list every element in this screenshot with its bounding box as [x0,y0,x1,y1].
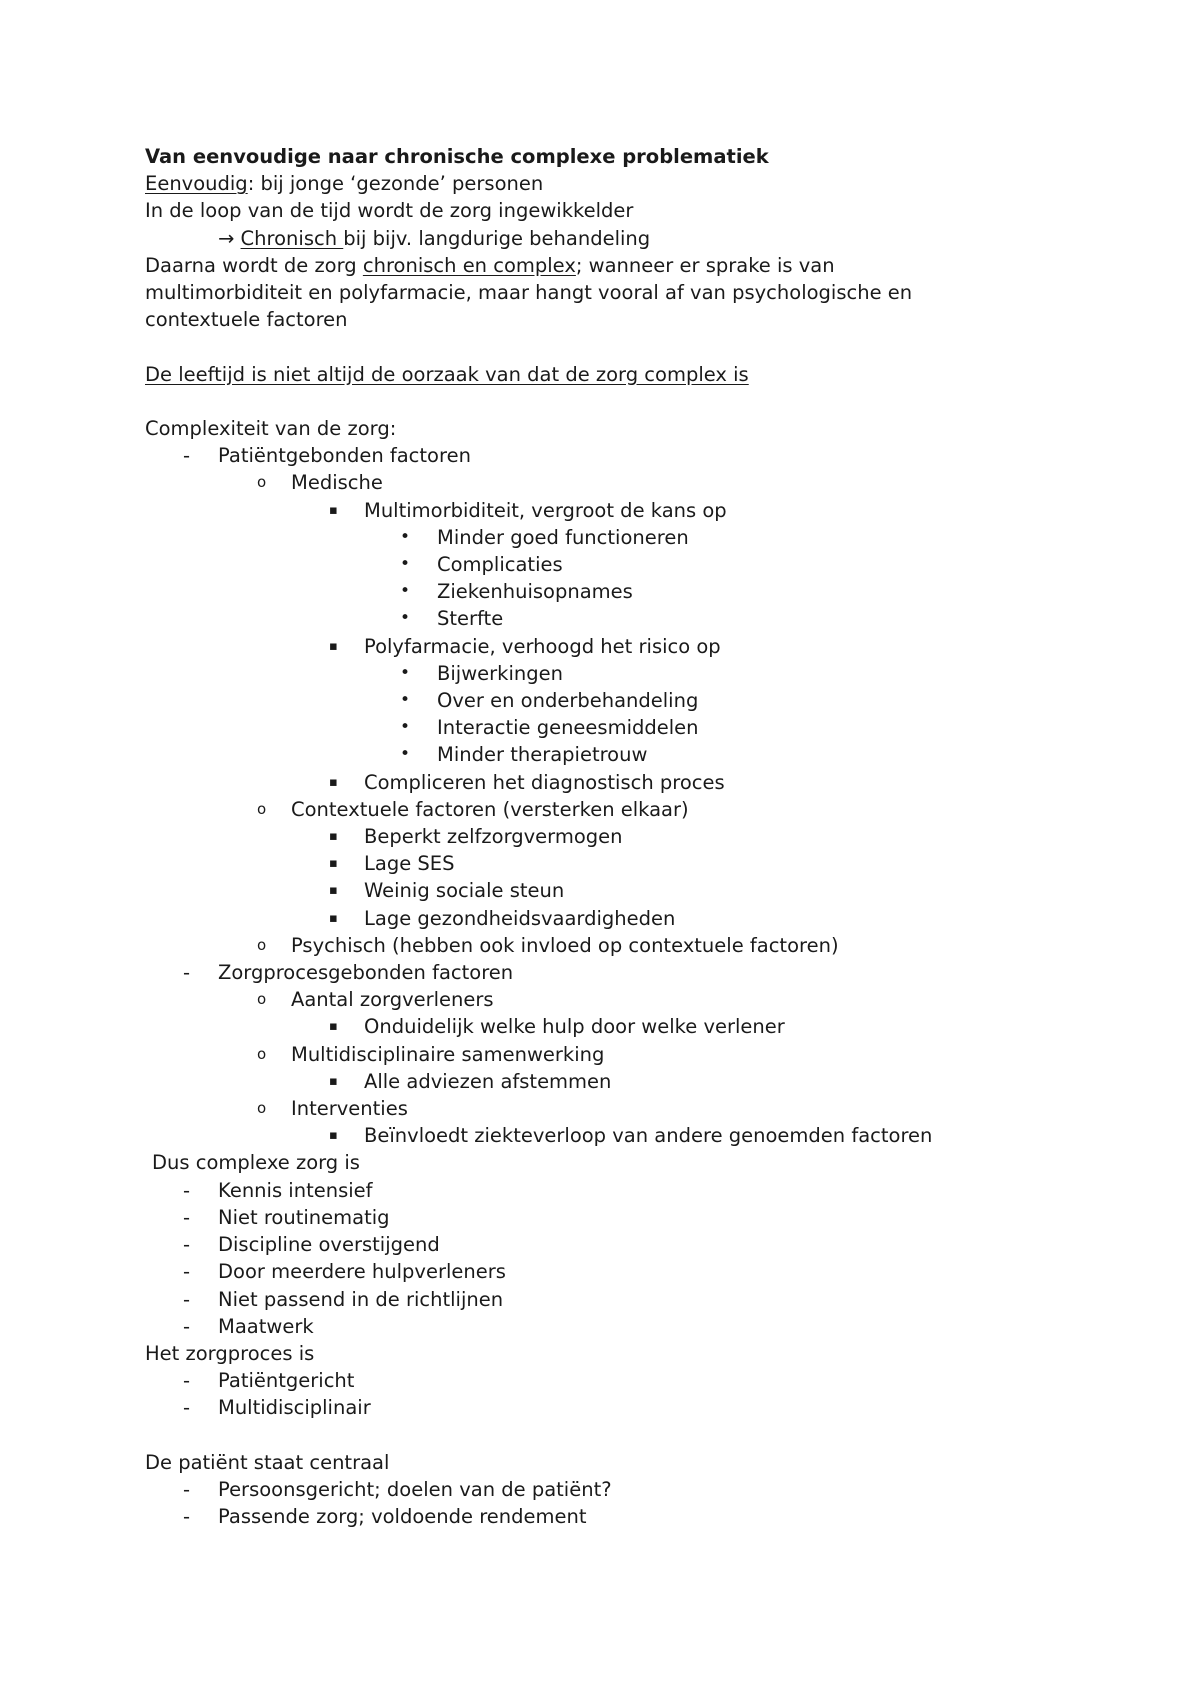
bullet-marker: • [400,526,411,547]
dash-marker: - [183,1505,191,1529]
bullet-marker: • [400,744,411,765]
list-item: - Multidisciplinair [145,1394,1065,1421]
list-item: ▪ Beïnvloedt ziekteverloop van andere genoemden factoren [145,1122,1065,1149]
dash-marker: - [183,1396,191,1420]
list-item: - Discipline overstijgend [145,1231,1065,1258]
list-item: - Maatwerk [145,1313,1065,1340]
intro-line-5: multimorbiditeit en polyfarmacie, maar hangt vooral af van psychologische en [145,281,913,305]
list-item: • Minder goed functioneren [145,524,1065,551]
spacer [145,1422,1065,1449]
square-marker: ▪ [329,829,338,845]
list-item: o Contextuele factoren (versterken elkaar) [145,796,1065,823]
square-marker: ▪ [329,774,338,790]
dash-marker: - [183,444,191,468]
bullet-marker: • [400,690,411,711]
complexity-heading: Complexiteit van de zorg: [145,417,397,440]
square-marker: ▪ [329,910,338,926]
list-item: ▪ Alle adviezen afstemmen [145,1068,1065,1095]
intro-line-6: contextuele factoren [145,308,348,332]
list-item: • Over en onderbehandeling [145,687,1065,714]
page-title: Van eenvoudige naar chronische complexe problematiek [145,145,769,168]
dash-marker: - [183,1314,191,1338]
intro-line-4: Daarna wordt de zorg chronisch en complex; wanneer er sprake is van [145,253,835,277]
list-item: ▪ Multimorbiditeit, vergroot de kans op [145,497,1065,524]
dash-marker: - [183,1287,191,1311]
circle-marker: o [257,990,267,1009]
list-item: - Patiëntgebonden factoren [145,442,1065,469]
dash-marker: - [183,1369,191,1393]
intro-line-1: Eenvoudig: bij jonge ‘gezonde’ personen [145,172,544,196]
square-marker: ▪ [329,883,338,899]
bullet-marker: • [400,554,411,575]
list-item: • Bijwerkingen [145,660,1065,687]
list-item: o Aantal zorgverleners [145,986,1065,1013]
list-item: ▪ Beperkt zelfzorgvermogen [145,823,1065,850]
list-item: • Sterfte [145,605,1065,632]
list-item: ▪ Lage SES [145,850,1065,877]
intro-line-3: → Chronisch bij bijv. langdurige behandeling [218,226,651,250]
square-marker: ▪ [329,856,338,872]
list-item: • Complicaties [145,551,1065,578]
spacer [145,388,1065,415]
circle-marker: o [257,935,267,954]
list-item: ▪ Lage gezondheidsvaardigheden [145,905,1065,932]
circle-marker: o [257,1044,267,1063]
square-marker: ▪ [329,1019,338,1035]
complex-care-heading: Dus complexe zorg is [152,1151,360,1175]
dash-marker: - [183,1178,191,1202]
list-item: - Door meerdere hulpverleners [145,1258,1065,1285]
list-item: • Ziekenhuisopnames [145,578,1065,605]
square-marker: ▪ [329,502,338,518]
list-item: - Niet passend in de richtlijnen [145,1286,1065,1313]
list-item: - Zorgprocesgebonden factoren [145,959,1065,986]
list-item: • Minder therapietrouw [145,741,1065,768]
dash-marker: - [183,1205,191,1229]
list-item: o Interventies [145,1095,1065,1122]
spacer [145,333,1065,360]
eenvoudig-term: Eenvoudig [145,172,248,196]
dash-marker: - [183,1233,191,1257]
list-item: o Medische [145,469,1065,496]
list-item: ▪ Polyfarmacie, verhoogd het risico op [145,633,1065,660]
dash-marker: - [183,1477,191,1501]
arrow-icon: → [218,226,235,250]
patient-central-heading: De patiënt staat centraal [145,1450,390,1474]
bullet-marker: • [400,662,411,683]
list-item: o Multidisciplinaire samenwerking [145,1041,1065,1068]
document-page [145,143,1065,1530]
square-marker: ▪ [329,1128,338,1144]
bullet-marker: • [400,717,411,738]
list-item: - Passende zorg; voldoende rendement [145,1503,1065,1530]
square-marker: ▪ [329,1073,338,1089]
list-item: o Psychisch (hebben ook invloed op contextuele factoren) [145,932,1065,959]
list-item: - Persoonsgericht; doelen van de patiënt? [145,1476,1065,1503]
list-item: - Kennis intensief [145,1177,1065,1204]
circle-marker: o [257,473,267,492]
chronisch-complex-term: chronisch en complex [362,253,576,277]
list-item: ▪ Compliceren het diagnostisch proces [145,769,1065,796]
dash-marker: - [183,961,191,985]
bullet-marker: • [400,608,411,629]
circle-marker: o [257,1099,267,1118]
list-item: ▪ Weinig sociale steun [145,877,1065,904]
list-item: - Niet routinematig [145,1204,1065,1231]
chronisch-term: Chronisch [240,226,344,250]
care-process-heading: Het zorgproces is [145,1341,315,1365]
age-note: De leeftijd is niet altijd de oorzaak van dat de zorg complex is [145,362,749,386]
bullet-marker: • [400,581,411,602]
list-item: - Patiëntgericht [145,1367,1065,1394]
intro-line-2: In de loop van de tijd wordt de zorg ingewikkelder [145,199,634,223]
list-item: • Interactie geneesmiddelen [145,714,1065,741]
dash-marker: - [183,1260,191,1284]
list-item: ▪ Onduidelijk welke hulp door welke verlener [145,1013,1065,1040]
square-marker: ▪ [329,638,338,654]
circle-marker: o [257,799,267,818]
